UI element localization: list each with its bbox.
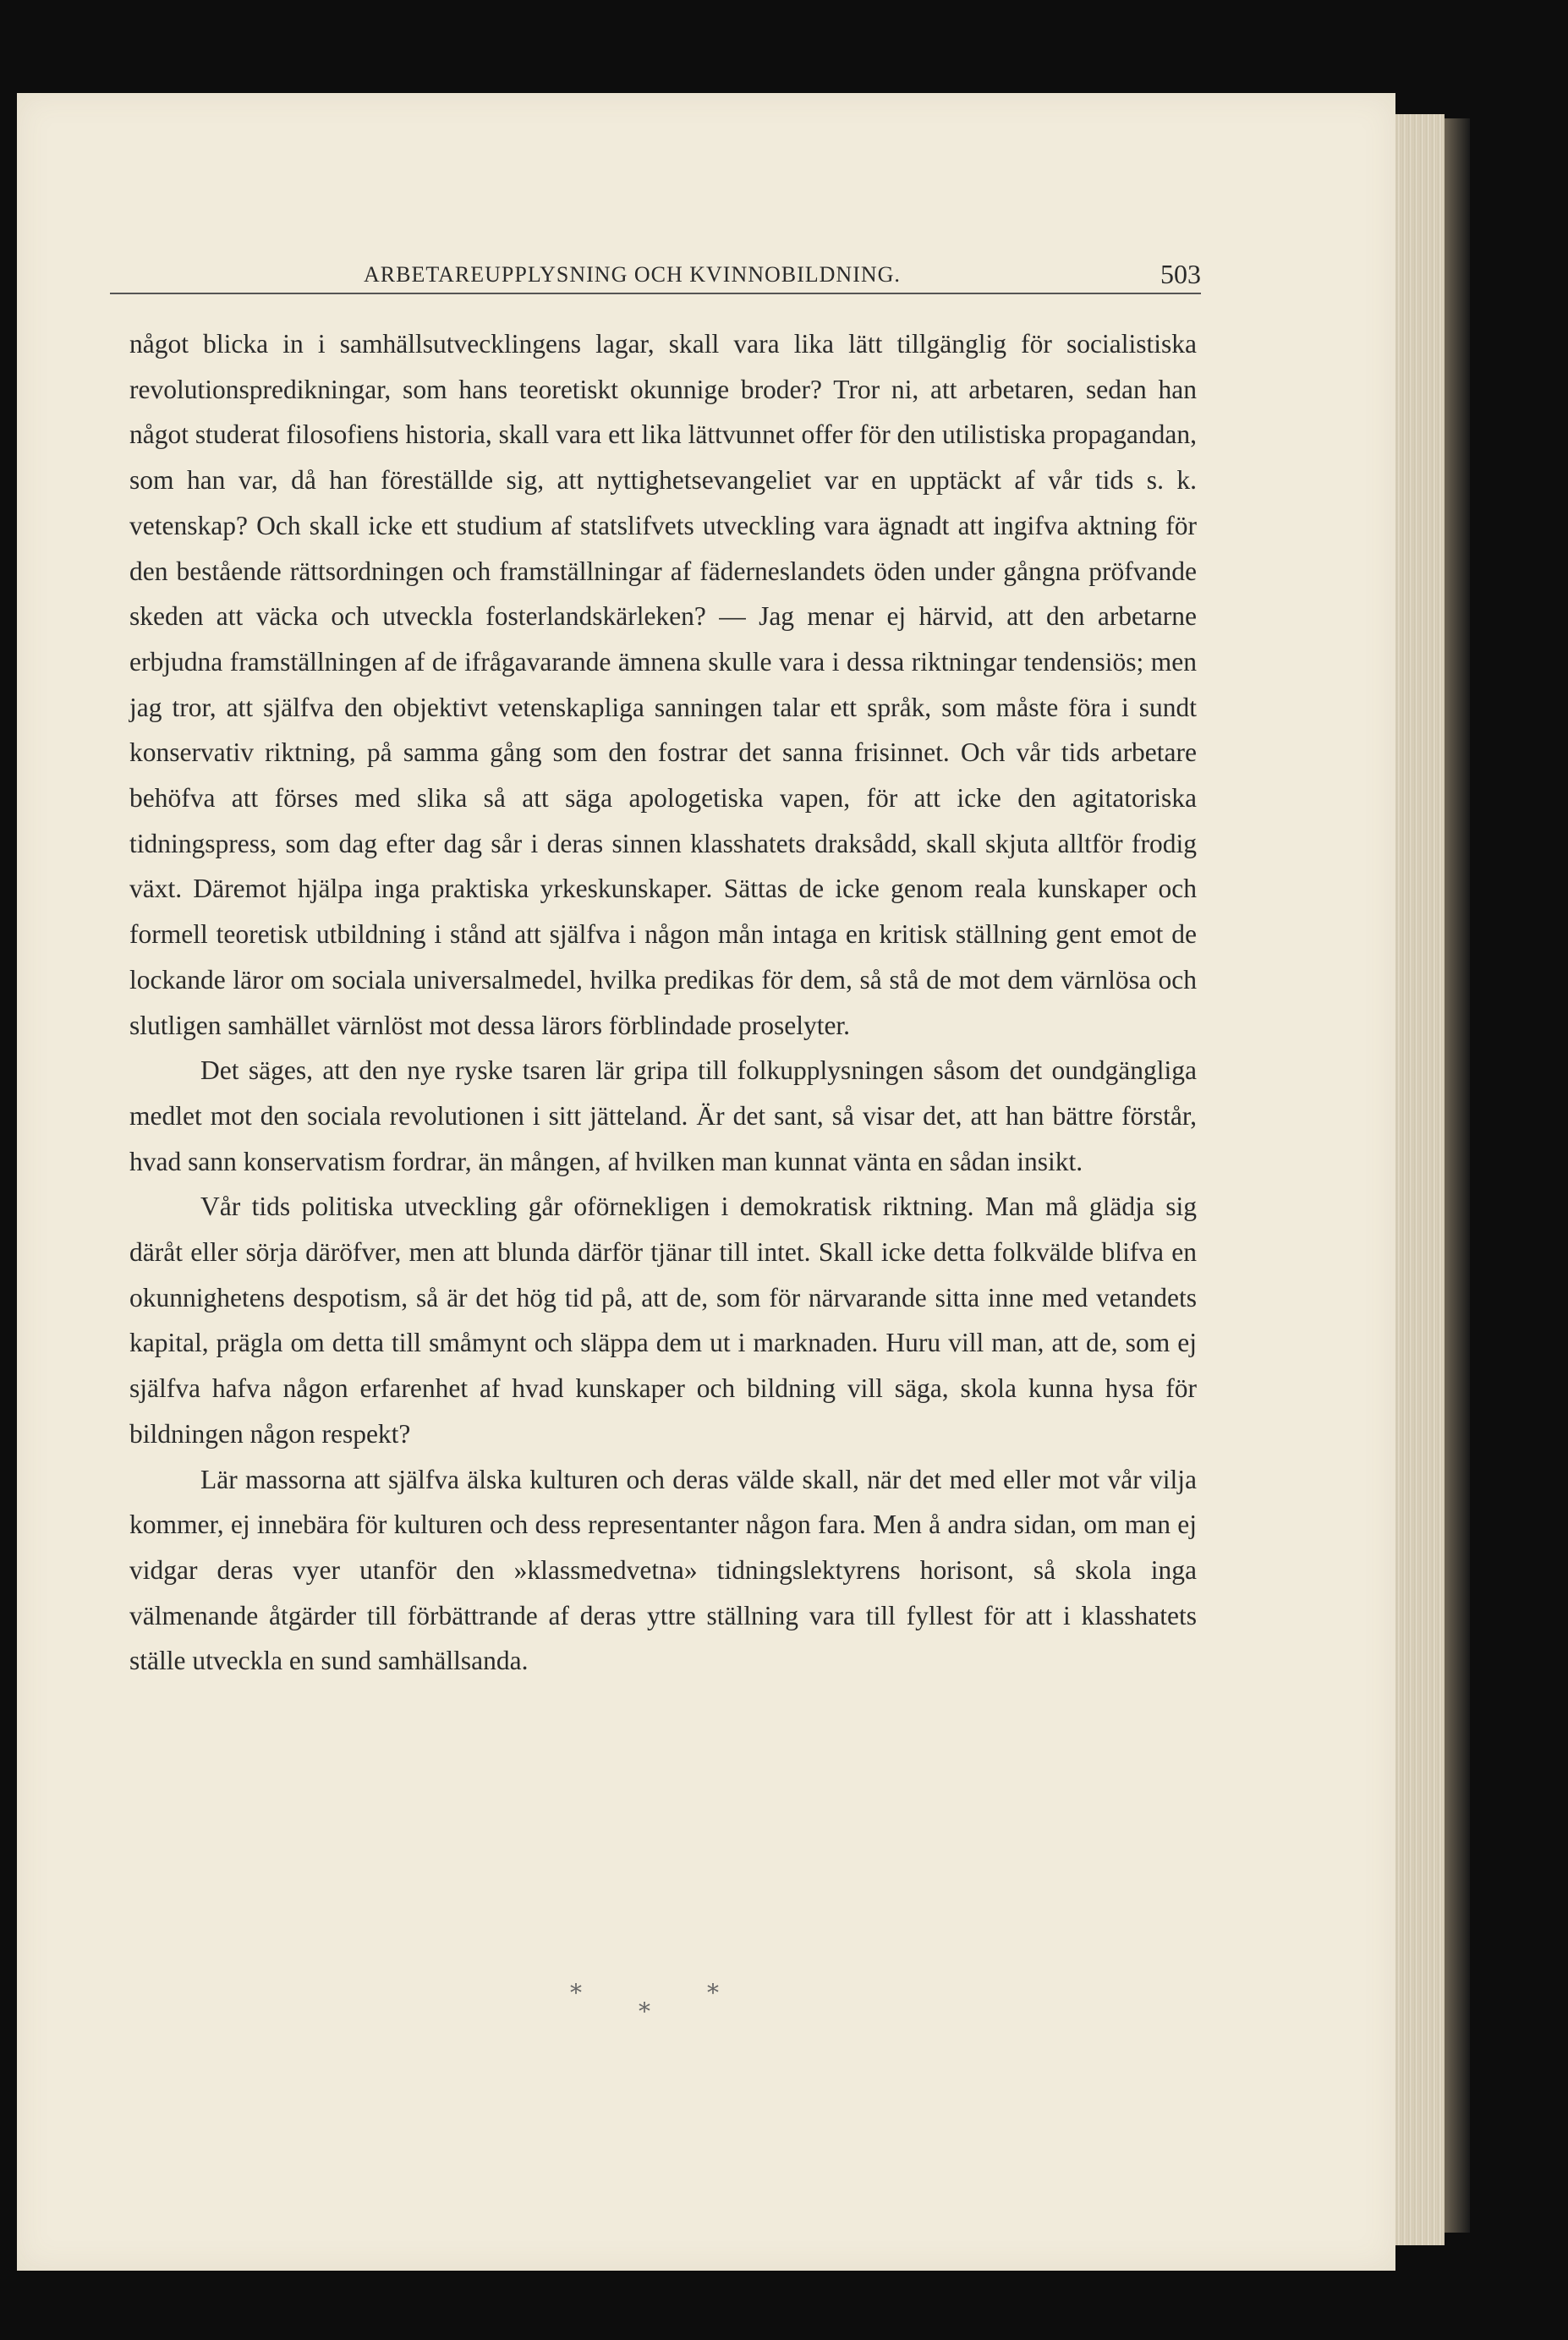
paragraph-2: Det säges, att den nye ryske tsaren lär gripa till folkupplysningen såsom det oundgängliga medlet mot den sociala revolutionen i sitt jätteland. Är det sant, så visar det, att han bättre förstår, hvad sann konservatism fordrar, än mången, af hvilken man kunnat vänta en sådan insikt. [129, 1055, 1197, 1176]
asterism-star: * [707, 1979, 719, 2007]
page-number: 503 [1160, 259, 1201, 289]
paragraph-1: något blicka in i samhällsutvecklingens lagar, skall vara lika lätt tillgänglig för socialistiska revolutionspredikningar, som hans teoretiskt okunnige broder? Tror ni, att arbetaren, sedan han något studerat filosofiens historia, skall vara ett lika lättvunnet offer för den utilistiska propagandan, som han var, då han föreställde sig, att nyttighetsevangeliet var en upptäckt af vår tids s. k. vetenskap? Och skall icke ett studium af statslifvets utveckling vara ägnadt att ingifva aktning för den bestående rättsordningen och framställningar af fäderneslandets öden under gångna pröfvande skeden att väcka och utveckla fosterlandskärleken? — Jag menar ej härvid, att den arbetarne erbjudna framställningen af de ifrågavarande ämnena skulle vara i dessa riktningar tendensiös; men jag tror, att själfva den objektivt vetenskapliga sanningen talar ett språk, som måste föra i sundt konservativ riktning, på samma gång som den fostrar det sanna frisinnet. Och vår tids arbetare behöfva att förses med slika så att säga apologetiska vapen, för att icke den agitatoriska tidningspress, som dag efter dag sår i deras sinnen klasshatets draksådd, skall skjuta alltför frodig växt. Däremot hjälpa inga praktiska yrkeskunskaper. Sättas de icke genom reala kunskaper och formell teoretisk utbildning i stånd att själfva i någon mån intaga en kritisk ställning gent emot de lockande läror om sociala universalmedel, hvilka predikas för dem, så stå de mot dem värnlösa och slutligen samhället värnlöst mot dessa lärors förblindade proselyter. [129, 329, 1197, 1040]
running-title: ARBETAREUPPLYSNING OCH KVINNOBILDNING. [364, 262, 901, 287]
book-cover-edge [1445, 118, 1470, 2233]
asterism-star: * [639, 1997, 650, 2025]
paragraph-4: Lär massorna att själfva älska kulturen och deras välde skall, när det med eller mot vår vilja kommer, ej innebära för kulturen och dess representanter någon fara. Men å andra sidan, om man ej vidgar deras vyer utanför den »klassmedvetna» tidningslektyrens horisont, så skola inga välmenande åtgärder till förbättrande af deras yttre ställning vara till fyllest för att i klasshatets ställe utveckla en sund samhällsanda. [129, 1464, 1197, 1676]
running-head [110, 255, 1201, 294]
body-text [129, 321, 1197, 1684]
asterism-star: * [570, 1979, 582, 2007]
paragraph-3: Vår tids politiska utveckling går oförnekligen i demokratisk riktning. Man må glädja sig däråt eller sörja däröfver, men att blunda därför tjänar till intet. Skall icke detta folkvälde blifva en okunnighetens despotism, så är det hög tid på, att de, som för närvarande sitta inne med vetandets kapital, prägla om detta till småmynt och släppa dem ut i marknaden. Huru vill man, att de, som ej själfva hafva någon erfarenhet af hvad kunskaper och bildning vill säga, skola kunna hysa för bildningen någon respekt? [129, 1192, 1197, 1449]
section-break-asterism [558, 1979, 744, 2030]
